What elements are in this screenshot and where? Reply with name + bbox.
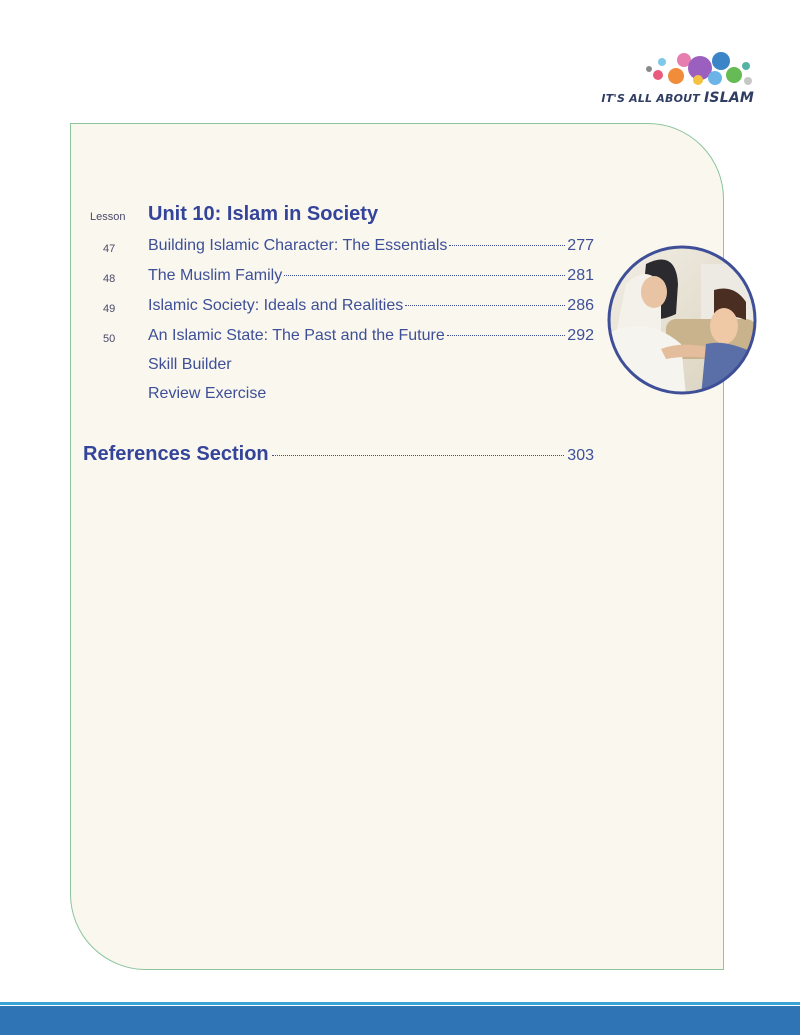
- lesson-number: 48: [103, 273, 116, 285]
- skill-builder-entry[interactable]: Skill Builder: [148, 356, 232, 373]
- dot-leader: [449, 245, 565, 246]
- dot-leader: [405, 305, 565, 306]
- lesson-title[interactable]: An Islamic State: The Past and the Future: [148, 327, 445, 344]
- page-number: 277: [567, 237, 594, 254]
- lesson-title[interactable]: Building Islamic Character: The Essentials: [148, 237, 448, 254]
- lesson-column-label: Lesson: [90, 211, 126, 223]
- dot-leader: [272, 455, 565, 456]
- family-photo: [606, 244, 758, 396]
- lesson-title[interactable]: Islamic Society: Ideals and Realities: [148, 297, 404, 314]
- logo-text: IT'S ALL ABOUT ISLAM: [601, 90, 754, 106]
- references-row[interactable]: [83, 443, 594, 466]
- page-number: 292: [567, 327, 594, 344]
- lesson-number: 47: [103, 243, 116, 255]
- review-exercise-entry[interactable]: Review Exercise: [148, 385, 267, 402]
- dot-leader: [284, 275, 565, 276]
- logo-bubbles-icon: [618, 48, 768, 90]
- dot-leader: [447, 335, 566, 336]
- logo: [601, 48, 768, 110]
- page-number: 286: [567, 297, 594, 314]
- footer-stripe: [0, 1002, 800, 1005]
- lesson-number: 49: [103, 303, 116, 315]
- lesson-number: 50: [103, 333, 116, 345]
- lesson-title[interactable]: The Muslim Family: [148, 267, 283, 284]
- page-number: 281: [567, 267, 594, 284]
- references-title[interactable]: References Section: [83, 443, 269, 465]
- unit-title: Unit 10: Islam in Society: [148, 203, 379, 225]
- references-page-number: 303: [567, 447, 594, 464]
- footer-bar: [0, 1006, 800, 1035]
